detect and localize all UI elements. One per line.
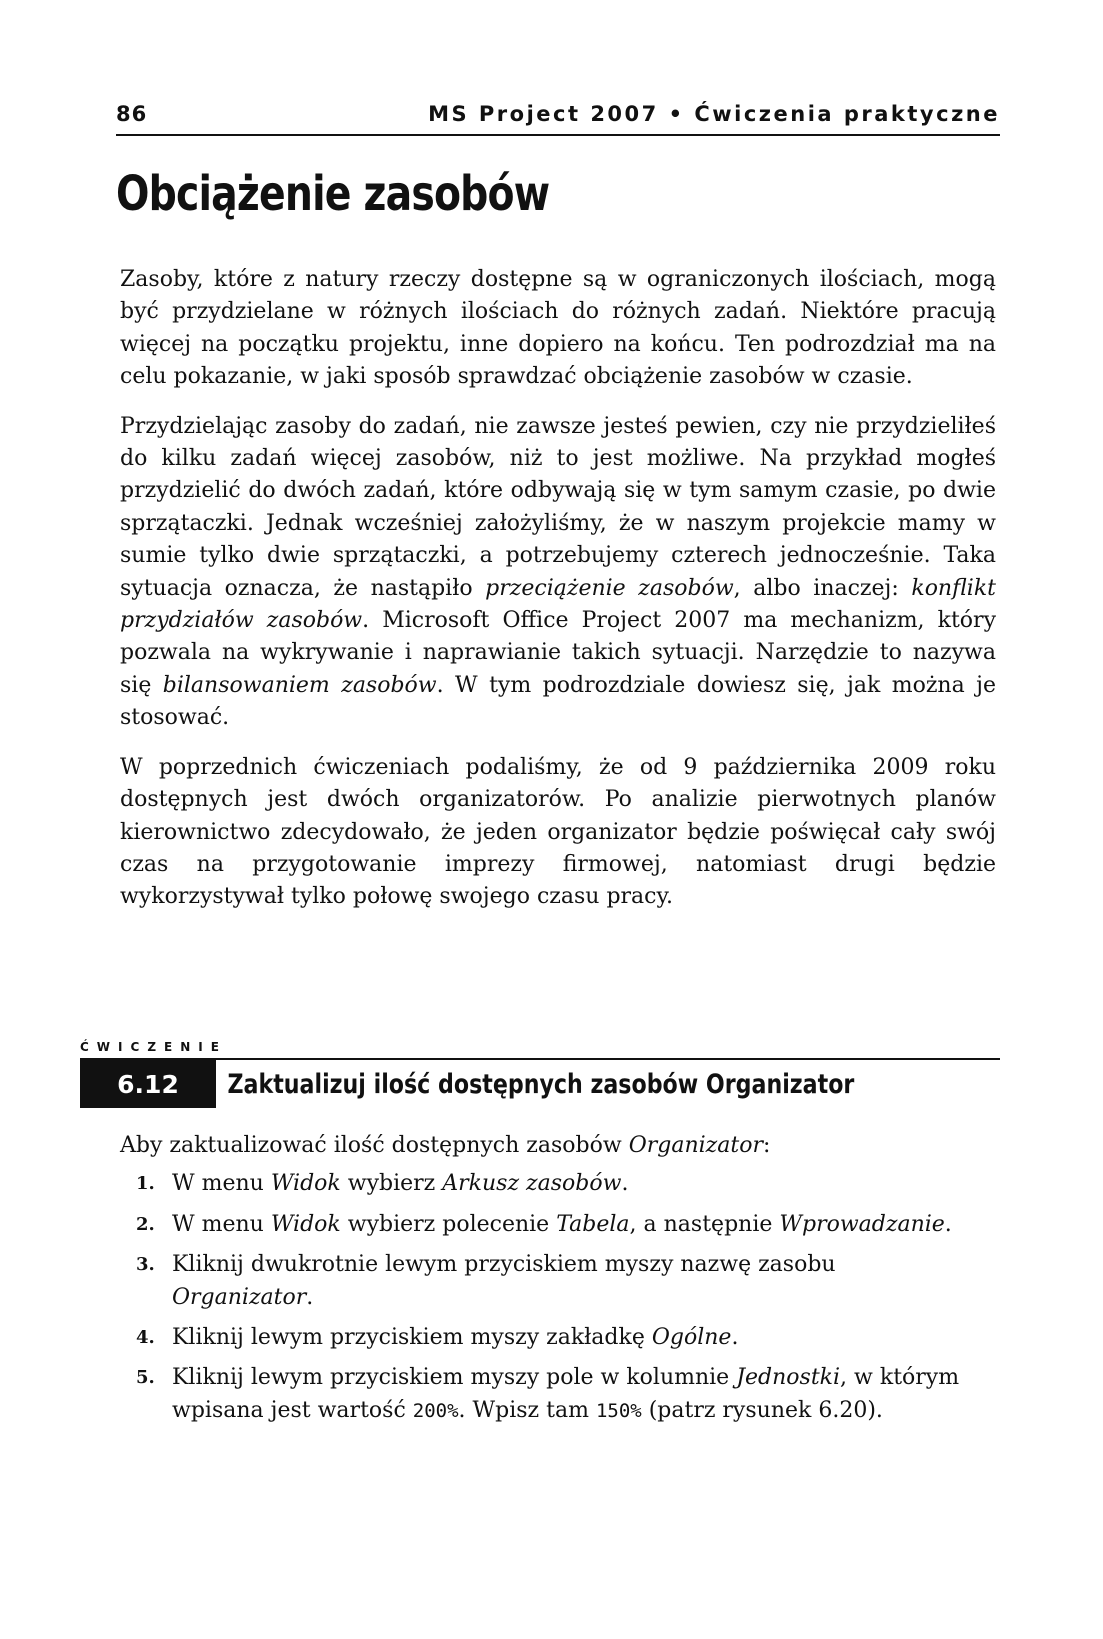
tab-name: Ogólne: [651, 1325, 732, 1351]
page-header: [116, 98, 1000, 136]
list-item: [120, 1362, 980, 1427]
list-item: [120, 1322, 980, 1354]
step-text-part: wybierz polecenie: [340, 1211, 557, 1237]
step-text-part: , w którym wpisana jest wartość: [172, 1365, 960, 1423]
exercise-number: 6.12: [80, 1060, 216, 1108]
exercise-intro: [120, 1130, 980, 1162]
step-text: [172, 1249, 980, 1314]
paragraph-2-part-c: . Microsoft Office Project 2007 ma mechanizm, który pozwala na wykrywanie i naprawianie takich sytuacji. Narzędzie to nazywa się: [120, 608, 996, 698]
step-text-part: . Wpisz tam: [458, 1397, 596, 1423]
paragraph-3: W poprzednich ćwiczeniach podaliśmy, że od 9 października 2009 roku dostępnych jest dwóch organizatorów. Po analizie pierwotnych planów kierownictwo zdecydowało, że jeden organizator będzie poświęcał cały swój czas na przygotowanie imprezy firmowej, natomiast drugi będzie wykorzystywał tylko połowę swojego czasu pracy.: [120, 754, 996, 910]
exercise-title: Zaktualizuj ilość dostępnych zasobów Organizator: [227, 1068, 855, 1100]
list-item: [120, 1168, 980, 1200]
paragraph-2-part-a: Przydzielając zasoby do zadań, nie zawsze jesteś pewien, czy nie przydzieliłeś do kilku zadań więcej zasobów, niż to jest możliwe. Na przykład mogłeś przydzielić do dwóch zadań, które odbywają się w tym samym czasie, po dwie sprzątaczki. Jednak wcześniej założyliśmy, że w naszym projekcie mamy w sumie tylko dwie sprzątaczki, a potrzebujemy czterech jednocześnie. Taka sytuacja oznacza, że nastąpiło: [120, 413, 996, 601]
view-name: Arkusz zasobów: [442, 1171, 622, 1197]
step-number: 2.: [136, 1213, 155, 1235]
step-text-part: W menu: [172, 1171, 271, 1197]
body-text: [120, 264, 996, 931]
step-text-part: Kliknij dwukrotnie lewym przyciskiem myszy nazwę zasobu: [172, 1252, 836, 1278]
paragraph-2-part-b: , albo inaczej:: [733, 575, 912, 601]
step-number: 5.: [136, 1367, 155, 1389]
step-text-part: wybierz: [340, 1171, 443, 1197]
exercise-heading: [80, 1060, 1000, 1108]
intro-part-a: Aby zaktualizować ilość dostępnych zasobów: [120, 1133, 629, 1158]
exercise-box: [80, 1040, 1000, 1108]
code-value-old: 200%: [412, 1399, 459, 1422]
term-overload: przeciążenie zasobów: [485, 575, 734, 601]
menu-name: Widok: [270, 1171, 341, 1197]
step-text-part: , a następnie: [629, 1211, 780, 1237]
term-leveling: bilansowaniem zasobów: [162, 672, 437, 698]
step-text-part: Kliknij lewym przyciskiem myszy zakładkę: [172, 1325, 652, 1351]
paragraph-2-part-d: . W tym podrozdziale dowiesz się, jak można je stosować.: [120, 672, 996, 731]
menu-name: Widok: [270, 1211, 341, 1237]
command-name: Tabela: [556, 1211, 630, 1237]
page-number: 86: [116, 102, 148, 126]
paragraph-2: [120, 411, 996, 735]
step-text-part: .: [944, 1211, 952, 1237]
exercise-steps: [120, 1130, 980, 1435]
running-title: MS Project 2007 • Ćwiczenia praktyczne: [428, 102, 1000, 126]
column-name: Jednostki: [736, 1365, 841, 1391]
step-text: [172, 1322, 980, 1354]
exercise-label: ĆWICZENIE: [80, 1040, 227, 1054]
list-item: [120, 1209, 980, 1241]
intro-part-b: :: [762, 1133, 771, 1158]
code-value-new: 150%: [595, 1399, 642, 1422]
step-number: 3.: [136, 1254, 155, 1276]
table-name: Wprowadzanie: [779, 1211, 945, 1237]
paragraph-1: Zasoby, które z natury rzeczy dostępne są w ograniczonych ilościach, mogą być przydzielane w różnych ilościach do różnych zadań. Niektóre pracują więcej na początku projektu, inne dopiero na końcu. Ten podrozdział ma na celu pokazanie, w jaki sposób sprawdzać obciążenie zasobów w czasie.: [120, 267, 996, 390]
step-text: [172, 1362, 980, 1427]
list-item: [120, 1249, 980, 1314]
step-text-part: (patrz rysunek 6.20).: [641, 1397, 883, 1423]
step-number: 4.: [136, 1327, 155, 1349]
step-text-part: .: [621, 1171, 629, 1197]
step-number: 1.: [136, 1173, 155, 1195]
resource-name: Organizator: [172, 1284, 307, 1310]
step-text-part: W menu: [172, 1211, 271, 1237]
step-text-part: .: [731, 1325, 739, 1351]
section-title: Obciążenie zasobów: [116, 166, 550, 222]
step-text-part: Kliknij lewym przyciskiem myszy pole w kolumnie: [172, 1365, 737, 1391]
step-text: [172, 1209, 980, 1241]
step-text: [172, 1168, 980, 1200]
term-conflict: konflikt przydziałów zasobów: [120, 575, 996, 634]
intro-term: Organizator: [628, 1133, 763, 1158]
step-text-part: .: [306, 1284, 314, 1310]
